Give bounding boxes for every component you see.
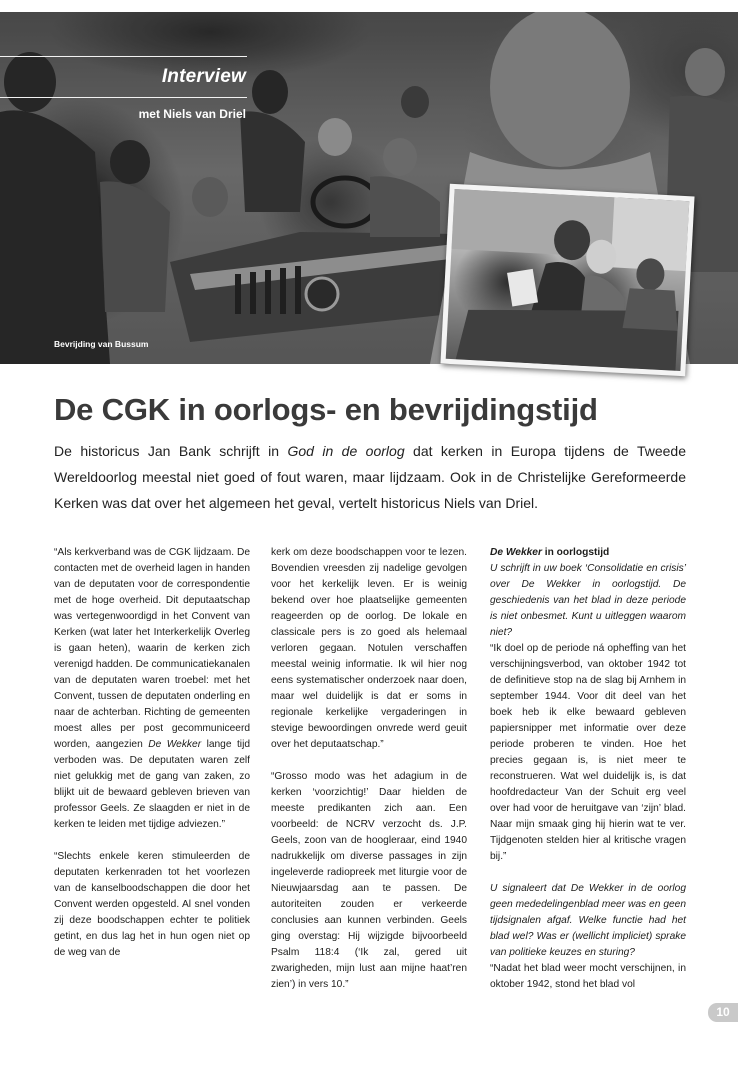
inset-photo (440, 184, 694, 377)
article-lede (54, 438, 686, 516)
lede-book-title: God in de oorlog (287, 443, 405, 459)
page-number: 10 (708, 1003, 738, 1022)
magazine-title: De Wekker (148, 739, 202, 750)
magazine-title: De Wekker (490, 547, 542, 558)
interview-question: U schrijft in uw boek ‘Consolidatie en crisis’ over De Wekker in oorlogstijd. De geschiedenis van het blad in deze periode is niet onbesmet. Kunt u uitleggen waarom niet? (490, 563, 686, 638)
kicker-top-rule (0, 56, 247, 57)
paragraph: “Grosso modo was het adagium in de kerken ‘voorzichtig!’ Daar hielden de meeste predikanten zich aan. Een voorbeeld: de NCRV verzocht ds. J.P. Geels, zoon van de hoogleraar, eind 1940 nadrukkelijk om diverse passages in zijn ingeleverde radiopreek met liturgie voor de Nieuwjaarsdag aan te passen. De autoriteiten zouden er verkeerde conclusies aan kunnen verbinden. Geels ging overstag: Hij wijzigde bijvoorbeeld Psalm 118:4 (‘Ik zal, gered uit zwarigheden, mijn lust aan mijne haat’ren zien’) in vers 10.” (271, 771, 467, 990)
body-column-2 (271, 545, 467, 993)
kicker-bottom-rule (0, 97, 247, 98)
section-kicker-sub: met Niels van Driel (138, 107, 246, 121)
photo-caption: Bevrijding van Bussum (54, 339, 149, 349)
paragraph-text: lange tijd verboden was. De deputaten waren zelf niet gelukkig met de gang van zaken, zo blijkt uit de bewaard gebleven brieven van professor Geels. Ze slaagden er niet in de kerken te leiden met tijdige adviezen.” (54, 739, 251, 830)
subheading (490, 545, 686, 561)
interview-answer: “Ik doel op de periode ná opheffing van het verschijningsverbod, van oktober 1942 tot de definitieve stop na de slag bij Arnhem in september 1944. Voor dit deel van het boek heb ik elke bewaard gebleven papiersnipper met informatie over deze periode proberen te vinden. Hoe het precies gegaan is, is niet meer te reconstrueren. Wat wel duidelijk is, is dat hoofdredacteur Van der Schuit erg veel over had voor de heruitgave van ‘zijn’ blad. Naar mijn smaak ging hij hierin wat te ver. Tijdgenoten stelden hier al kritische vragen bij.” (490, 643, 686, 862)
lede-text-start: De historicus Jan Bank schrijft in (54, 443, 288, 459)
lede-text-end: dat kerken in Europa tijdens de Tweede Wereldoorlog meestal niet goed of fout waren, maar lijdzaam. Ook in de Christelijke Gereformeerde Kerken was dat over het algemeen het geval, vertelt historicus Niels van Driel. (54, 443, 686, 511)
section-kicker: Interview (161, 66, 246, 87)
paragraph: kerk om deze boodschappen voor te lezen. Bovendien vreesden zij nadelige gevolgen voor het kerkelijk leven. Er is weinig bekend over hoe plaatselijke gemeenten reageerden op de oorlog. De lokale en classicale pers is zo goed als helemaal verloren gegaan. Notulen verschaffen meestal weinig informatie. Ik wil hier nog eens systematischer onderzoek naar doen, maar wel duidelijk is dat er soms in regionale kerkelijke vergaderingen in stevige bewoordingen onvrede werd geuit over het deputaatschap.” (271, 547, 467, 750)
paragraph: “Slechts enkele keren stimuleerden de deputaten kerkenraden tot het voorlezen van de kanselboodschappen die door het Convent werden opgesteld. Al snel vonden zij deze boodschappen echter te politiek getint, en dus lag het in hun ogen niet op de weg van de (54, 851, 250, 958)
inset-photo-image (446, 189, 690, 371)
body-column-3 (490, 545, 686, 993)
subheading-text: in oorlogstijd (541, 547, 610, 558)
paragraph (54, 545, 250, 833)
interview-answer: “Nadat het blad weer mocht verschijnen, in oktober 1942, stond het blad vol (490, 963, 686, 990)
celebrating-people-photo (446, 189, 690, 371)
article-headline: De CGK in oorlogs- en bevrijdingstijd (54, 392, 598, 427)
paragraph-text: “Als kerkverband was de CGK lijdzaam. De contacten met de overheid lagen in handen van de deputaten voor de correspondentie met de hoge overheid. Dit deputaatschap was vertegenwoordigd in het Convent van Kerken (wat later het Interkerkelijk Overleg is gaan heten), waarin de kerken zich verenigd hadden. De communicatiekanalen van de deputaten waren troebel: met het Convent, tussen de deputaten onderling en naar de achterban. Richting de gemeenten moest alles per post gecommuniceerd worden, aangezien (54, 547, 250, 750)
interview-question: U signaleert dat De Wekker in de oorlog geen mededelingenblad meer was en geen tijdsignalen afgaf. Welke functie had het blad wel? Was er (wellicht impliciet) sprake van politieke keuzes en sturing? (490, 883, 686, 958)
body-column-1 (54, 545, 250, 961)
